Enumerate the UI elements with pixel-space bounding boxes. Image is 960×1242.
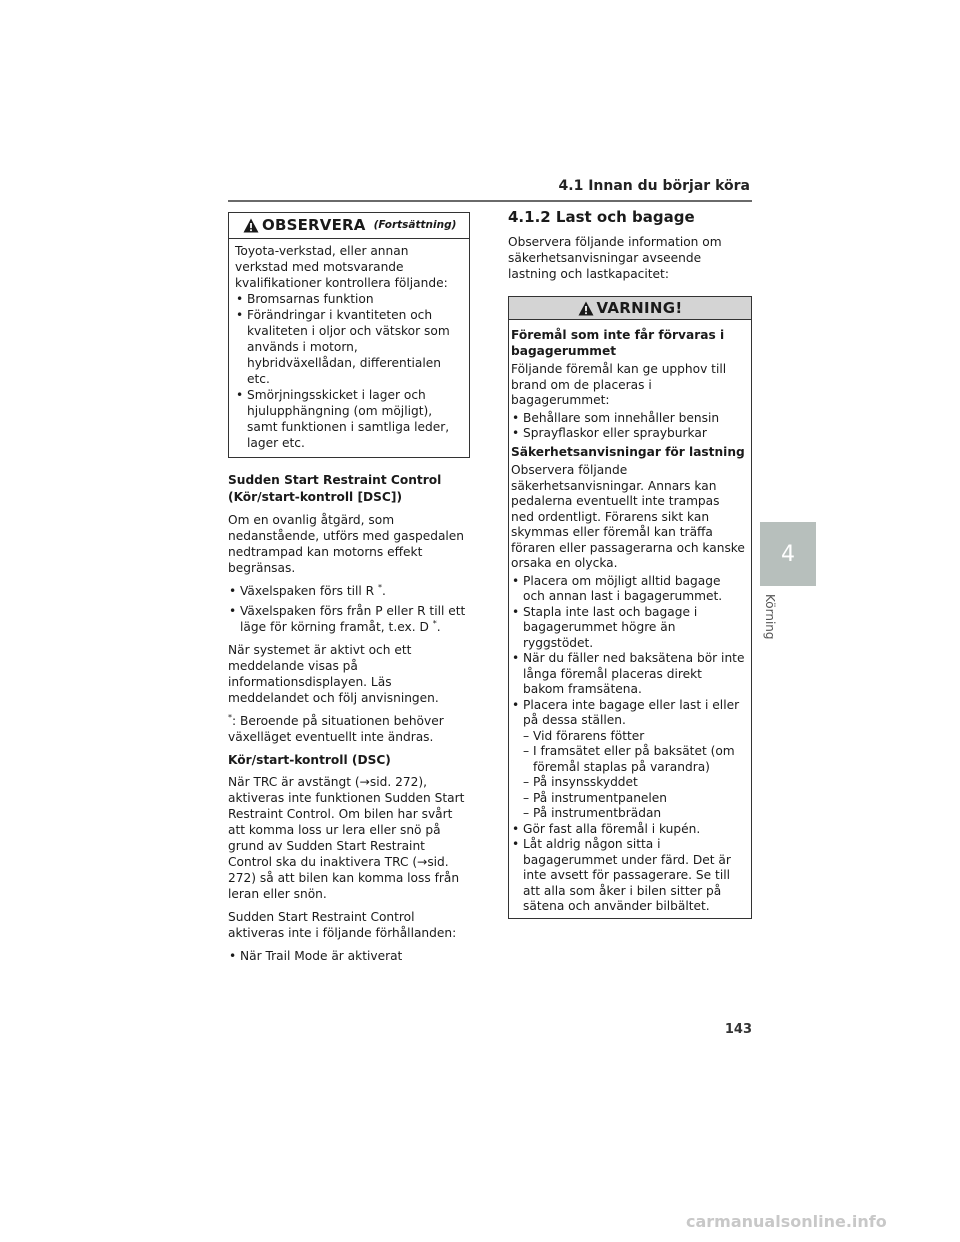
loading-list bbox=[511, 574, 745, 915]
list-item: • När du fäller ned baksätena bör inte långa föremål placeras direkt bakom framsätena. bbox=[511, 651, 745, 698]
list-item: • Växelspaken förs från P eller R till ett läge för körning framåt, t.ex. D *. bbox=[228, 603, 470, 635]
paragraph: När TRC är avstängt (→sid. 272), aktiveras inte funktionen Sudden Start Restraint Control. Om bilen har svårt att komma loss ur lera eller snö på grund av Sudden Start Restraint Control ska du inaktivera TRC (→sid. 272) så att bilen kan komma loss från leran eller snön. bbox=[228, 775, 465, 901]
list-item: • Växelspaken förs till R *. bbox=[228, 583, 470, 599]
list-item: • När Trail Mode är aktiverat bbox=[228, 948, 470, 964]
warning-box bbox=[508, 296, 752, 919]
observera-header bbox=[229, 213, 469, 239]
forbidden-items-list bbox=[511, 411, 745, 442]
observera-list bbox=[235, 291, 463, 451]
chapter-label bbox=[763, 594, 783, 654]
list-item: – På instrumentbrädan bbox=[511, 806, 745, 822]
page-number: 143 bbox=[724, 1022, 752, 1037]
warning-triangle-icon bbox=[243, 218, 259, 233]
list-item: • Förändringar i kvantiteten och kvaliteten i oljor och vätskor som används i motorn, hybridväxellådan, differentialen etc. bbox=[235, 307, 463, 387]
observera-box bbox=[228, 212, 470, 458]
header-title: 4.1 Innan du börjar köra bbox=[558, 178, 750, 194]
warning-label: VARNING! bbox=[596, 299, 683, 317]
paragraph: Följande föremål kan ge upphov till brand om de placeras i bagagerummet: bbox=[511, 362, 727, 407]
list-item: – På instrumentpanelen bbox=[511, 791, 745, 807]
condition-list bbox=[228, 948, 470, 964]
list-item: • Sprayflaskor eller sprayburkar bbox=[511, 426, 745, 442]
heading-dsc: Kör/start-kontroll (DSC) bbox=[228, 753, 391, 767]
section-intro: Observera följande information om säkerhetsanvisningar avseende lastning och lastkapacitet: bbox=[508, 235, 722, 281]
page-header bbox=[228, 178, 752, 202]
heading-sudden-start: Sudden Start Restraint Control (Kör/start-kontroll [DSC]) bbox=[228, 473, 442, 504]
observera-body bbox=[229, 239, 469, 457]
chapter-name: Körning bbox=[763, 594, 777, 640]
paragraph: När systemet är aktivt och ett meddelande visas på informationsdisplayen. Läs meddelandet och följ anvisningen. bbox=[228, 643, 439, 705]
left-text bbox=[228, 472, 470, 964]
list-item: • Stapla inte last och bagage i bagagerummet högre än ryggstödet. bbox=[511, 605, 745, 652]
section-title: 4.1.2 Last och bagage bbox=[508, 208, 695, 226]
chapter-number: 4 bbox=[781, 541, 795, 567]
list-item: – I framsätet eller på baksätet (om föremål staplas på varandra) bbox=[511, 744, 745, 775]
list-item: • Behållare som innehåller bensin bbox=[511, 411, 745, 427]
warning-body bbox=[509, 320, 751, 918]
warning-subheading: Säkerhetsanvisningar för lastning bbox=[511, 444, 745, 459]
list-item: – Vid förarens fötter bbox=[511, 729, 745, 745]
observera-intro: Toyota-verkstad, eller annan verkstad med motsvarande kvalifikationer kontrollera följande: bbox=[235, 244, 448, 290]
left-column bbox=[228, 212, 470, 971]
warning-triangle-icon bbox=[578, 301, 594, 316]
gear-list bbox=[228, 583, 470, 635]
list-item: • Smörjningsskicket i lager och hjulupphängning (om möjligt), samt funktionen i samtliga leder, lager etc. bbox=[235, 387, 463, 451]
watermark: carmanualsonline.info bbox=[686, 1212, 887, 1231]
warning-header bbox=[509, 297, 751, 320]
paragraph: Sudden Start Restraint Control aktiveras inte i följande förhållanden: bbox=[228, 910, 457, 940]
places-list bbox=[511, 729, 745, 822]
right-column bbox=[508, 208, 752, 919]
list-item: • Placera inte bagage eller last i eller på dessa ställen. – Vid förarens fötter – I framsätet eller på baksätet (om föremål staplas på varandra) – På insynsskyddet – På instrumentpanelen – På instrumentbrädan bbox=[511, 698, 745, 822]
list-item: • Bromsarnas funktion bbox=[235, 291, 463, 307]
warning-subheading: Föremål som inte får förvaras i bagagerummet bbox=[511, 328, 725, 358]
observera-continued: (Fortsättning) bbox=[373, 219, 457, 231]
observera-label: OBSERVERA bbox=[262, 216, 366, 234]
list-item: • Placera om möjligt alltid bagage och annan last i bagagerummet. bbox=[511, 574, 745, 605]
list-item: – På insynsskyddet bbox=[511, 775, 745, 791]
list-item: • Låt aldrig någon sitta i bagagerummet under färd. Det är inte avsett för passagerare. Se till att alla som åker i bilen sitter på sätena och använder bilbältet. bbox=[511, 837, 745, 915]
list-item: • Gör fast alla föremål i kupén. bbox=[511, 822, 745, 838]
footnote: *: Beroende på situationen behöver växelläget eventuellt inte ändras. bbox=[228, 712, 444, 744]
paragraph: Observera följande säkerhetsanvisningar. Annars kan pedalerna eventuellt inte trampas ned ordentligt. Förarens sikt kan skymmas eller föremål kan träffa föraren eller passagerarna och kanske orsaka en olycka. bbox=[511, 463, 745, 570]
chapter-tab bbox=[760, 522, 816, 586]
paragraph: Om en ovanlig åtgärd, som nedanstående, utförs med gaspedalen nedtrampad kan motorns effekt begränsas. bbox=[228, 513, 465, 575]
